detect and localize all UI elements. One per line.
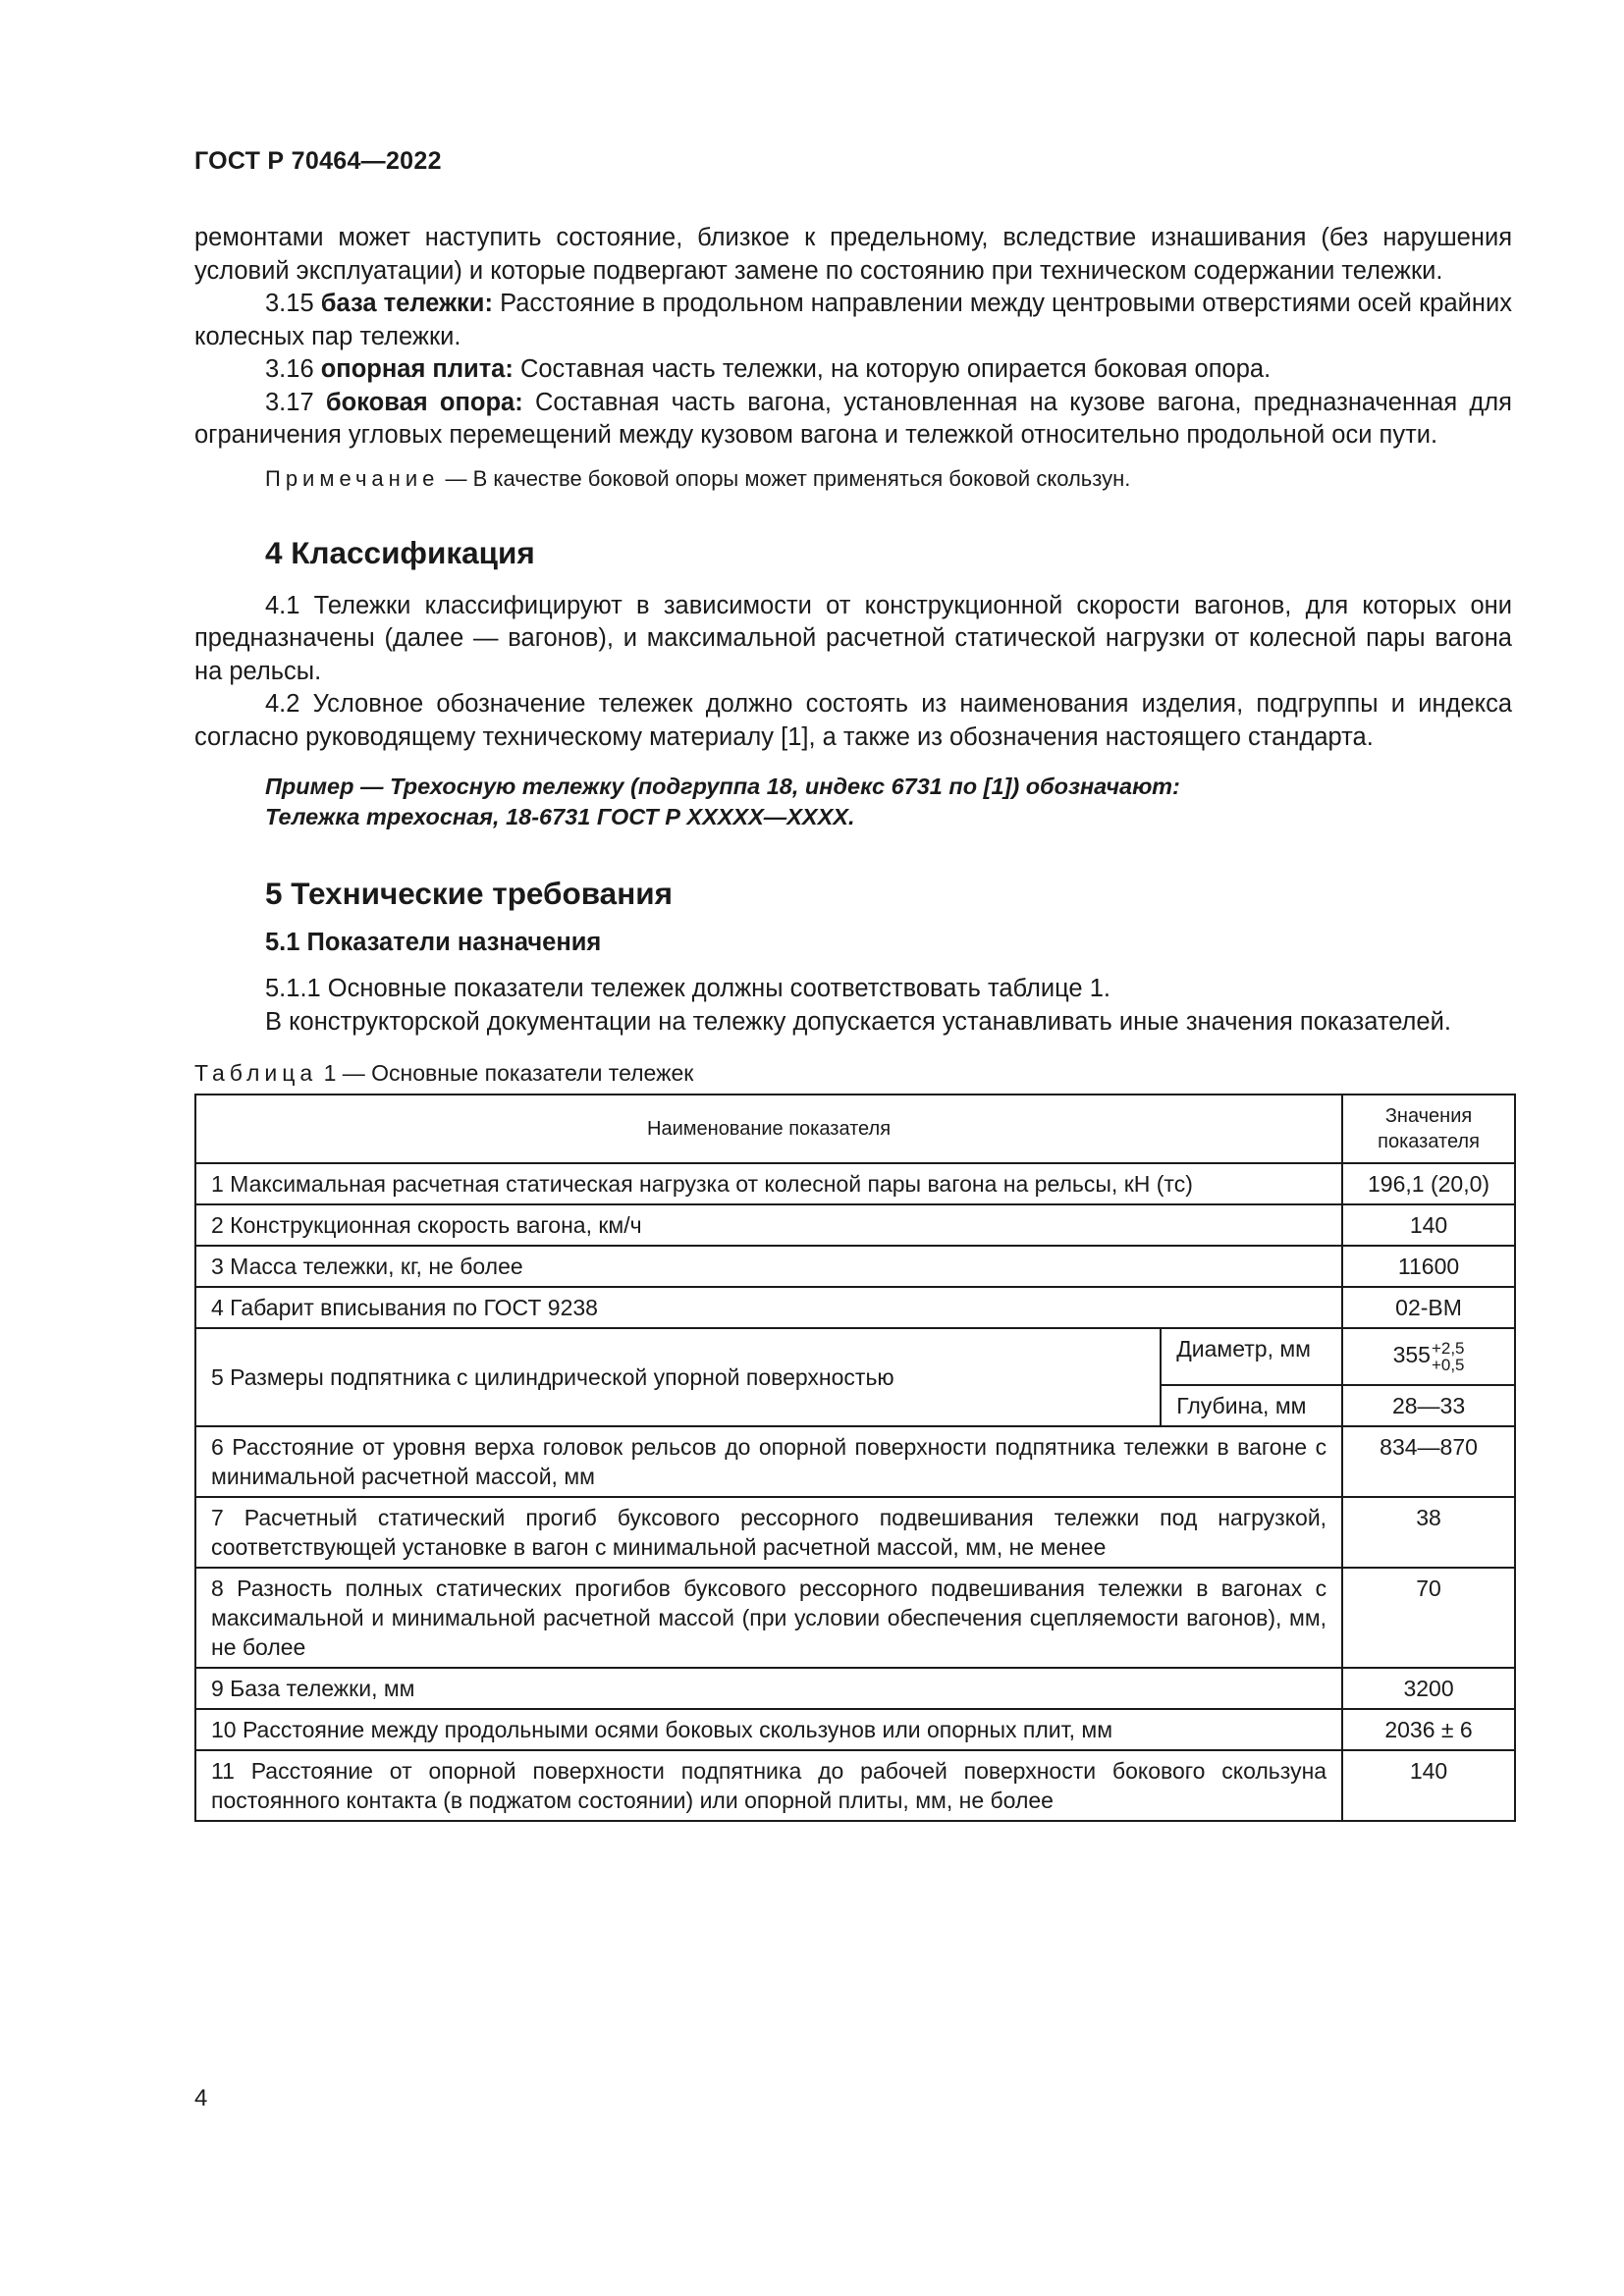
tolerance-lower: +0,5 bbox=[1431, 1356, 1465, 1374]
definition-text: Расстояние в продольном направлении между центровыми отверстиями осей крайних колесных пар тележки. bbox=[194, 290, 1512, 350]
row-sub-name: Диаметр, мм bbox=[1161, 1328, 1342, 1385]
definition-text: Составная часть тележки, на которую опирается боковая опора. bbox=[519, 355, 1272, 383]
header-value-line1: Значения bbox=[1384, 1105, 1473, 1127]
table-row bbox=[195, 1668, 1515, 1709]
definition-term: боковая опора: bbox=[325, 388, 523, 416]
diameter-base-value: 355 bbox=[1392, 1342, 1431, 1368]
row-name: 9 База тележки, мм bbox=[195, 1668, 1342, 1709]
row-name: 7 Расчетный статический прогиб буксового рессорного подвешивания тележки под нагрузкой, соответствующей установке в вагон с минимальной расчетной массой, мм, не менее bbox=[195, 1497, 1342, 1568]
tolerance bbox=[1432, 1340, 1465, 1373]
table-row bbox=[195, 1568, 1515, 1668]
example-line-1: Пример — Трехосную тележку (подгруппа 18, индекс 6731 по [1]) обозначают: bbox=[265, 774, 1180, 799]
header-value-line2: показателя bbox=[1378, 1131, 1480, 1152]
definition-term: опорная плита: bbox=[320, 355, 514, 383]
row-sub-name: Глубина, мм bbox=[1161, 1385, 1342, 1426]
row-name: 5 Размеры подпятника с цилиндрической упорной поверхностью bbox=[195, 1328, 1161, 1426]
row-name: 11 Расстояние от опорной поверхности подпятника до рабочей поверхности бокового скользуна постоянного контакта (в поджатом состоянии) или опорной плиты, мм, не более bbox=[195, 1750, 1342, 1821]
tolerance-upper: +2,5 bbox=[1431, 1339, 1465, 1358]
table-caption bbox=[194, 1058, 1512, 1088]
definition-3-16 bbox=[194, 353, 1512, 387]
subsection-5-1-heading: 5.1 Показатели назначения bbox=[265, 929, 602, 956]
row-value: 2036 ± 6 bbox=[1342, 1709, 1515, 1750]
table-caption-text: 1 — Основные показатели тележек bbox=[323, 1060, 694, 1086]
row-value: 196,1 (20,0) bbox=[1342, 1163, 1515, 1204]
page-number: 4 bbox=[194, 2085, 208, 2111]
table-row bbox=[195, 1204, 1515, 1246]
row-name: 3 Масса тележки, кг, не более bbox=[195, 1246, 1342, 1287]
row-value: 38 bbox=[1342, 1497, 1515, 1568]
example-line-2: Тележка трехосная, 18-6731 ГОСТ Р XXXXX—XXXX. bbox=[265, 804, 855, 829]
definition-number: 3.17 bbox=[265, 388, 314, 416]
main-indicators-table bbox=[194, 1094, 1516, 1822]
definition-3-17 bbox=[194, 387, 1512, 453]
row-value: 11600 bbox=[1342, 1246, 1515, 1287]
row-value: 140 bbox=[1342, 1204, 1515, 1246]
table-row bbox=[195, 1287, 1515, 1328]
table-row bbox=[195, 1163, 1515, 1204]
row-value-diameter bbox=[1342, 1328, 1515, 1385]
row-value: 02-ВМ bbox=[1342, 1287, 1515, 1328]
row-value: 70 bbox=[1342, 1568, 1515, 1668]
paragraph-5-1-1: 5.1.1 Основные показатели тележек должны соответствовать таблице 1. bbox=[265, 975, 1110, 1002]
row-name: 2 Конструкционная скорость вагона, км/ч bbox=[195, 1204, 1342, 1246]
definition-term: база тележки: bbox=[320, 290, 493, 317]
row-name: 6 Расстояние от уровня верха головок рельсов до опорной поверхности подпятника тележки в вагоне с минимальной расчетной массой, мм bbox=[195, 1426, 1342, 1497]
page-content bbox=[194, 222, 1512, 1822]
row-value: 3200 bbox=[1342, 1668, 1515, 1709]
table-row bbox=[195, 1497, 1515, 1568]
row-name: 10 Расстояние между продольными осями боковых скользунов или опорных плит, мм bbox=[195, 1709, 1342, 1750]
table-row bbox=[195, 1709, 1515, 1750]
section3-continuation: ремонтами может наступить состояние, близкое к предельному, вследствие изнашивания (без нарушения условий эксплуатации) и которые подвергают замене по состоянию при техническом содержании тележки. bbox=[194, 224, 1512, 285]
document-code-header: ГОСТ Р 70464—2022 bbox=[194, 147, 442, 175]
row-name: 4 Габарит вписывания по ГОСТ 9238 bbox=[195, 1287, 1342, 1328]
table-row bbox=[195, 1750, 1515, 1821]
table-row bbox=[195, 1246, 1515, 1287]
header-indicator-name: Наименование показателя bbox=[195, 1095, 1342, 1163]
row-value: 28—33 bbox=[1342, 1385, 1515, 1426]
paragraph-4-2: 4.2 Условное обозначение тележек должно состоять из наименования изделия, подгруппы и индекса согласно руководящему техническому материалу [1], а также из обозначения настоящего стандарта. bbox=[194, 690, 1512, 751]
table-caption-label: Таблица bbox=[194, 1060, 318, 1086]
definition-text: Составная часть вагона, установленная на кузове вагона, предназначенная для ограничения угловых перемещений между кузовом вагона и тележкой относительно продольной оси пути. bbox=[194, 388, 1512, 449]
note-label: Примечание bbox=[265, 465, 440, 491]
row-name: 8 Разность полных статических прогибов буксового рессорного подвешивания тележки в вагонах с максимальной и минимальной расчетной массой (при условии обеспечения сцепляемости вагонов), мм, не более bbox=[195, 1568, 1342, 1668]
header-indicator-value bbox=[1342, 1095, 1515, 1163]
definition-number: 3.16 bbox=[265, 355, 314, 383]
table-row-5-diameter bbox=[195, 1328, 1515, 1385]
paragraph-4-1: 4.1 Тележки классифицируют в зависимости от конструкционной скорости вагонов, для которых они предназначены (далее — вагонов), и максимальной расчетной статической нагрузки от колесной пары вагона на рельсы. bbox=[194, 591, 1512, 685]
row-value: 834—870 bbox=[1342, 1426, 1515, 1497]
definition-number: 3.15 bbox=[265, 290, 314, 317]
note-text: — В качестве боковой опоры может применяться боковой скользун. bbox=[445, 465, 1131, 491]
row-name: 1 Максимальная расчетная статическая нагрузка от колесной пары вагона на рельсы, кН (тс) bbox=[195, 1163, 1342, 1204]
table-header-row bbox=[195, 1095, 1515, 1163]
note bbox=[194, 464, 1512, 494]
table-row bbox=[195, 1426, 1515, 1497]
definition-3-15 bbox=[194, 288, 1512, 353]
row-value: 140 bbox=[1342, 1750, 1515, 1821]
section-4-heading: 4 Классификация bbox=[265, 534, 535, 570]
section-5-heading: 5 Технические требования bbox=[265, 876, 673, 911]
paragraph-5-1-1-b: В конструкторской документации на тележку допускается устанавливать иные значения показателей. bbox=[265, 1007, 1451, 1036]
